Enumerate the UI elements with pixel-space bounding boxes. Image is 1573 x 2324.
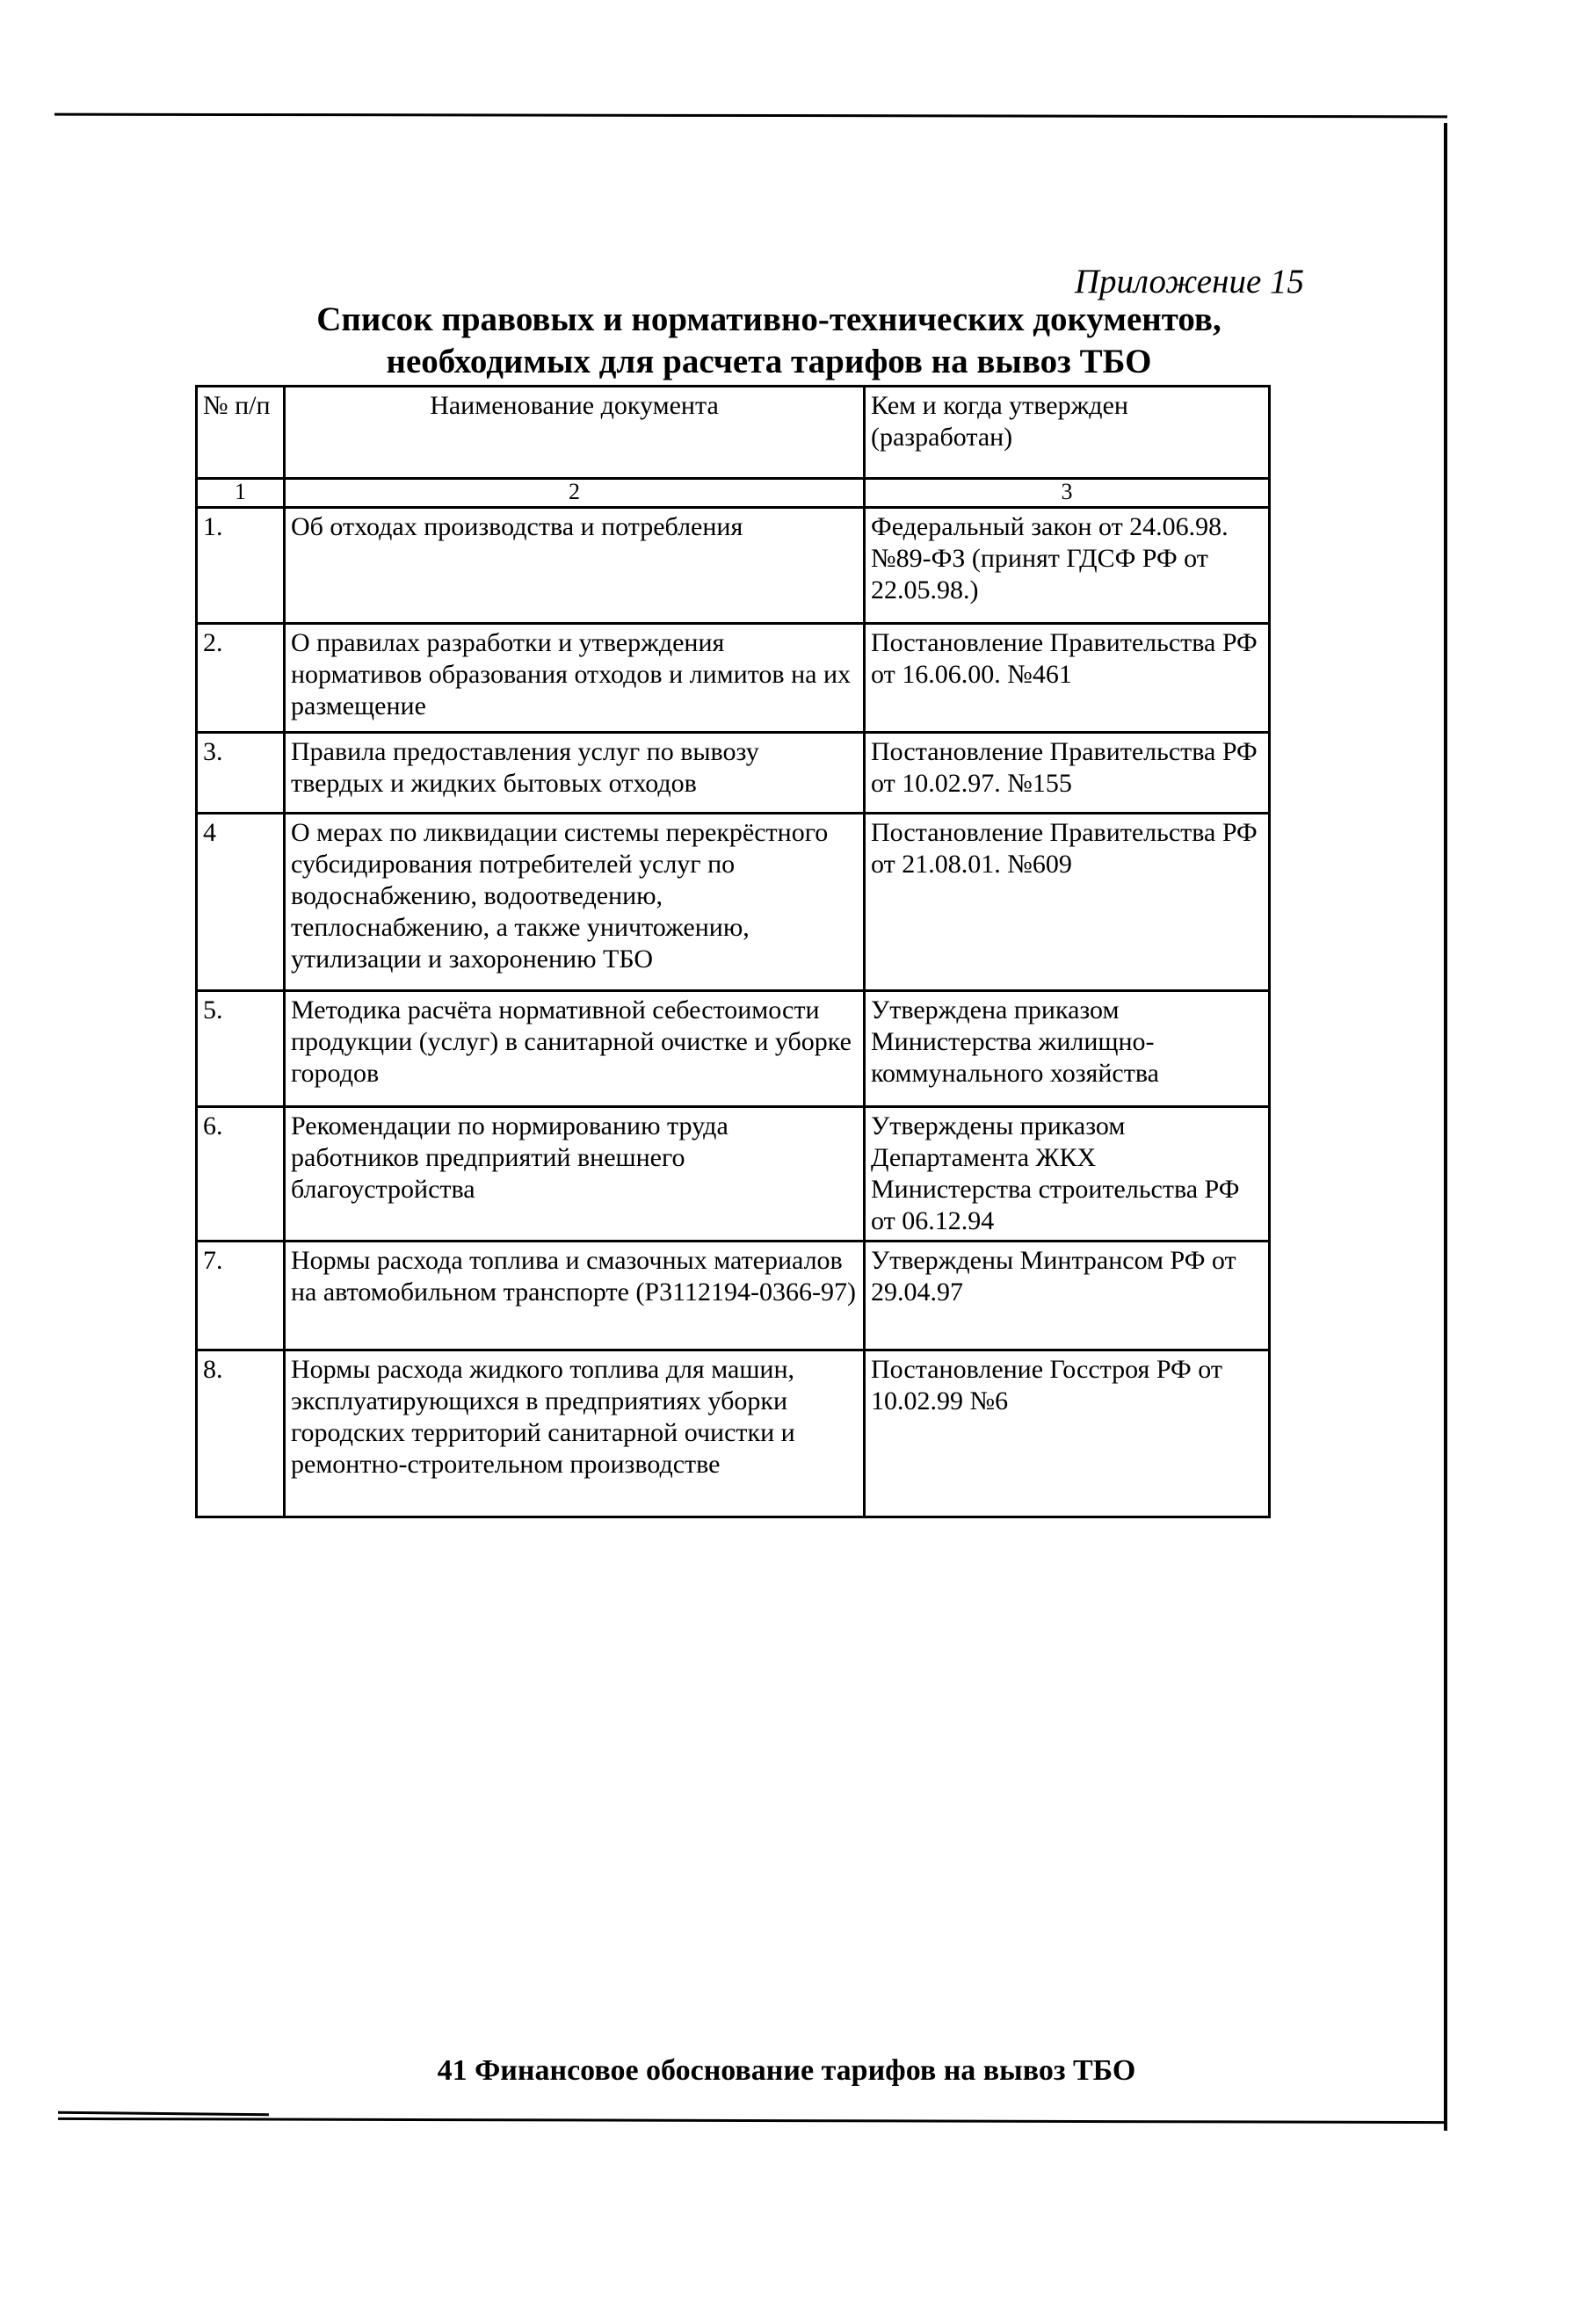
row-number: 5. xyxy=(197,991,285,1107)
row-approved-by: Утверждены Минтрансом РФ от 29.04.97 xyxy=(865,1242,1270,1350)
scan-border-right xyxy=(1444,123,1447,2131)
row-document-name: Нормы расхода топлива и смазочных материалов на автомобильном транспорте (Р3112194-0366-97) xyxy=(285,1242,865,1350)
row-document-name: Рекомендации по нормированию труда работников предприятий внешнего благоустройства xyxy=(285,1107,865,1242)
row-number: 3. xyxy=(197,733,285,814)
table-row xyxy=(197,508,1270,624)
row-approved-by: Постановление Правительства РФ от 21.08.01. №609 xyxy=(865,814,1270,991)
row-number: 1. xyxy=(197,508,285,624)
table-row xyxy=(197,1107,1270,1242)
row-document-name: О мерах по ликвидации системы перекрёстного субсидирования потребителей услуг по водоснабжению, водоотведению, теплоснабжению, а также уничтожению, утилизации и захоронению ТБО xyxy=(285,814,865,991)
table-row xyxy=(197,733,1270,814)
column-number: 1 xyxy=(197,479,285,508)
row-approved-by: Федеральный закон от 24.06.98. №89-ФЗ (принят ГДСФ РФ от 22.05.98.) xyxy=(865,508,1270,624)
header-approved: Кем и когда утвержден (разработан) xyxy=(865,387,1270,479)
table-row xyxy=(197,814,1270,991)
row-document-name: Методика расчёта нормативной себестоимости продукции (услуг) в санитарной очистке и уборке городов xyxy=(285,991,865,1107)
scan-border-top xyxy=(54,113,1447,119)
row-number: 6. xyxy=(197,1107,285,1242)
table-row xyxy=(197,1350,1270,1517)
row-document-name: О правилах разработки и утверждения нормативов образования отходов и лимитов на их размещение xyxy=(285,624,865,733)
row-approved-by: Постановление Правительства РФ от 10.02.97. №155 xyxy=(865,733,1270,814)
table-row xyxy=(197,991,1270,1107)
appendix-label: Приложение 15 xyxy=(1074,263,1304,300)
table-row xyxy=(197,1242,1270,1350)
header-number: № п/п xyxy=(197,387,285,479)
column-number: 3 xyxy=(865,479,1270,508)
row-approved-by: Постановление Правительства РФ от 16.06.00. №461 xyxy=(865,624,1270,733)
column-number: 2 xyxy=(285,479,865,508)
row-number: 8. xyxy=(197,1350,285,1517)
page-footer: 41 Финансовое обоснование тарифов на вывоз ТБО xyxy=(437,2054,1136,2087)
row-approved-by: Утверждена приказом Министерства жилищно-коммунального хозяйства xyxy=(865,991,1270,1107)
row-number: 7. xyxy=(197,1242,285,1350)
row-document-name: Нормы расхода жидкого топлива для машин, эксплуатирующихся в предприятиях уборки городских территорий санитарной очистки и ремонтно-строительном производстве xyxy=(285,1350,865,1517)
table-header-row xyxy=(197,387,1270,479)
scan-border-bottom-left xyxy=(58,2111,269,2117)
row-document-name: Об отходах производства и потребления xyxy=(285,508,865,624)
row-number: 4 xyxy=(197,814,285,991)
scan-border-bottom xyxy=(58,2118,1446,2124)
documents-table xyxy=(195,385,1271,1518)
column-numbers-row xyxy=(197,479,1270,508)
row-document-name: Правила предоставления услуг по вывозу твердых и жидких бытовых отходов xyxy=(285,733,865,814)
table-row xyxy=(197,624,1270,733)
row-approved-by: Постановление Госстроя РФ от 10.02.99 №6 xyxy=(865,1350,1270,1517)
document-title: Список правовых и нормативно-технических документов, необходимых для расчета тарифов на вывоз ТБО xyxy=(316,300,1221,380)
row-approved-by: Утверждены приказом Департамента ЖКХ Министерства строительства РФ от 06.12.94 xyxy=(865,1107,1270,1242)
row-number: 2. xyxy=(197,624,285,733)
header-name: Наименование документа xyxy=(285,387,865,479)
